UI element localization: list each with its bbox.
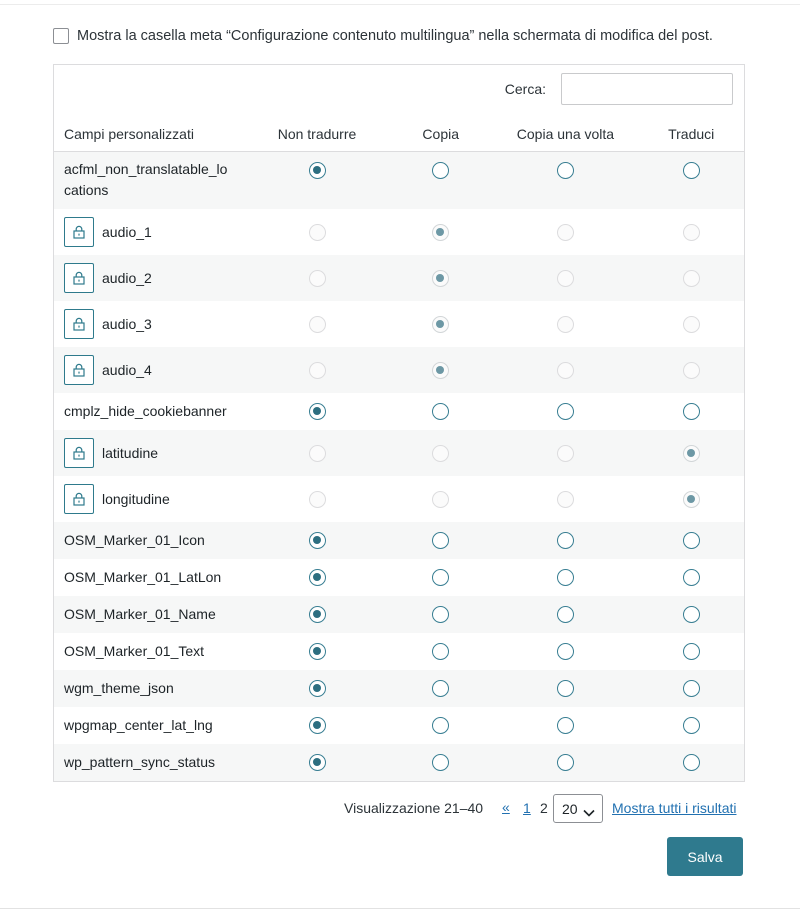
field-name: OSM_Marker_01_Icon xyxy=(64,532,205,548)
radio-dont-translate xyxy=(309,445,326,462)
option-cell-dont-translate xyxy=(245,522,389,559)
field-name-cell xyxy=(54,301,245,347)
radio-copy xyxy=(432,491,449,508)
option-cell-copy-once xyxy=(493,301,639,347)
field-name: wp_pattern_sync_status xyxy=(64,754,215,770)
option-cell-copy xyxy=(389,670,493,707)
save-button[interactable]: Salva xyxy=(667,837,743,876)
radio-translate[interactable] xyxy=(683,569,700,586)
radio-translate[interactable] xyxy=(683,403,700,420)
lock-icon[interactable] xyxy=(64,484,94,514)
field-name-wrap xyxy=(64,678,245,699)
radio-copy xyxy=(432,224,449,241)
option-cell-copy-once xyxy=(493,670,639,707)
option-cell-copy xyxy=(389,596,493,633)
option-cell-copy-once xyxy=(493,596,639,633)
radio-copy[interactable] xyxy=(432,717,449,734)
field-name-wrap xyxy=(64,567,245,588)
results-count: Visualizzazione 21–40 xyxy=(344,800,484,816)
option-cell-dont-translate xyxy=(245,476,389,522)
table-row xyxy=(54,476,744,522)
radio-copy[interactable] xyxy=(432,162,449,179)
option-cell-copy-once xyxy=(493,476,639,522)
option-cell-dont-translate xyxy=(245,301,389,347)
radio-translate[interactable] xyxy=(683,532,700,549)
table-row xyxy=(54,347,744,393)
option-cell-dont-translate xyxy=(245,559,389,596)
field-name-cell xyxy=(54,596,245,633)
current-page: 2 xyxy=(540,800,548,816)
radio-dont-translate[interactable] xyxy=(309,532,326,549)
option-cell-translate xyxy=(638,707,744,744)
radio-copy-once xyxy=(557,224,574,241)
option-cell-translate xyxy=(638,476,744,522)
radio-copy-once xyxy=(557,270,574,287)
radio-translate[interactable] xyxy=(683,606,700,623)
field-name-wrap xyxy=(64,752,245,773)
page-1-link[interactable]: 1 xyxy=(523,800,531,816)
radio-copy-once[interactable] xyxy=(557,680,574,697)
option-cell-translate xyxy=(638,559,744,596)
lock-icon[interactable] xyxy=(64,309,94,339)
field-name: audio_1 xyxy=(102,223,152,240)
radio-copy-once[interactable] xyxy=(557,569,574,586)
option-cell-translate xyxy=(638,347,744,393)
field-name-cell xyxy=(54,430,245,476)
field-name-cell xyxy=(54,209,245,255)
radio-dont-translate[interactable] xyxy=(309,403,326,420)
table-row xyxy=(54,430,744,476)
option-cell-copy xyxy=(389,633,493,670)
meta-box-checkbox[interactable] xyxy=(53,28,69,44)
option-cell-dont-translate xyxy=(245,596,389,633)
per-page-value: 20 xyxy=(562,800,578,817)
option-cell-copy-once xyxy=(493,255,639,301)
radio-copy xyxy=(432,270,449,287)
field-name-wrap xyxy=(64,484,245,514)
radio-copy xyxy=(432,362,449,379)
field-name-wrap xyxy=(64,715,245,736)
option-cell-copy xyxy=(389,301,493,347)
radio-translate xyxy=(683,316,700,333)
option-cell-translate xyxy=(638,255,744,301)
option-cell-translate xyxy=(638,430,744,476)
table-row xyxy=(54,744,744,781)
field-name: latitudine xyxy=(102,444,159,461)
field-name-cell xyxy=(54,347,245,393)
option-cell-dont-translate xyxy=(245,347,389,393)
radio-translate xyxy=(683,491,700,508)
table-header-row xyxy=(54,118,744,151)
option-cell-copy xyxy=(389,209,493,255)
option-cell-dont-translate xyxy=(245,633,389,670)
option-cell-copy xyxy=(389,393,493,430)
option-cell-translate xyxy=(638,670,744,707)
option-cell-copy-once xyxy=(493,559,639,596)
radio-copy-once xyxy=(557,445,574,462)
radio-dont-translate xyxy=(309,316,326,333)
radio-copy[interactable] xyxy=(432,403,449,420)
radio-dont-translate[interactable] xyxy=(309,680,326,697)
search-input[interactable] xyxy=(561,73,733,105)
radio-translate[interactable] xyxy=(683,717,700,734)
table-row xyxy=(54,522,744,559)
field-name: longitudine xyxy=(102,490,170,507)
field-name-cell xyxy=(54,393,245,430)
field-name: wgm_theme_json xyxy=(64,680,174,696)
radio-dont-translate[interactable] xyxy=(309,606,326,623)
radio-copy-once xyxy=(557,491,574,508)
radio-copy[interactable] xyxy=(432,680,449,697)
field-name: wpgmap_center_lat_lng xyxy=(64,717,213,733)
radio-copy[interactable] xyxy=(432,532,449,549)
radio-translate[interactable] xyxy=(683,680,700,697)
field-name: cmplz_hide_cookiebanner xyxy=(64,403,227,419)
column-header-translate: Traduci xyxy=(638,118,744,151)
field-name-cell xyxy=(54,707,245,744)
radio-copy xyxy=(432,316,449,333)
radio-dont-translate[interactable] xyxy=(309,754,326,771)
radio-dont-translate xyxy=(309,491,326,508)
option-cell-translate xyxy=(638,393,744,430)
option-cell-copy-once xyxy=(493,744,639,781)
table-row xyxy=(54,393,744,430)
option-cell-copy xyxy=(389,522,493,559)
table-row xyxy=(54,209,744,255)
field-name-wrap xyxy=(64,438,245,468)
lock-icon[interactable] xyxy=(64,438,94,468)
field-name: OSM_Marker_01_Text xyxy=(64,643,205,659)
option-cell-dont-translate xyxy=(245,430,389,476)
option-cell-dont-translate xyxy=(245,209,389,255)
field-name-wrap xyxy=(64,604,245,625)
table-row xyxy=(54,151,744,209)
radio-translate[interactable] xyxy=(683,754,700,771)
radio-translate xyxy=(683,270,700,287)
radio-copy[interactable] xyxy=(432,606,449,623)
lock-icon[interactable] xyxy=(64,217,94,247)
field-name: audio_4 xyxy=(102,361,152,378)
field-name-cell xyxy=(54,559,245,596)
pagination xyxy=(0,794,800,824)
option-cell-copy-once xyxy=(493,633,639,670)
option-cell-copy-once xyxy=(493,347,639,393)
field-name-wrap xyxy=(64,263,245,293)
column-header-copy-once: Copia una volta xyxy=(493,118,639,151)
radio-copy[interactable] xyxy=(432,643,449,660)
radio-dont-translate xyxy=(309,224,326,241)
radio-copy-once[interactable] xyxy=(557,754,574,771)
radio-copy-once[interactable] xyxy=(557,717,574,734)
show-all-results-link[interactable]: Mostra tutti i risultati xyxy=(612,800,737,816)
field-name: audio_3 xyxy=(102,315,152,332)
radio-copy-once[interactable] xyxy=(557,162,574,179)
radio-translate xyxy=(683,445,700,462)
radio-copy-once[interactable] xyxy=(557,606,574,623)
table-row xyxy=(54,633,744,670)
field-name-cell xyxy=(54,476,245,522)
option-cell-dont-translate xyxy=(245,393,389,430)
radio-dont-translate[interactable] xyxy=(309,643,326,660)
option-cell-copy-once xyxy=(493,151,639,209)
field-name-wrap xyxy=(64,641,245,662)
field-name: OSM_Marker_01_LatLon xyxy=(64,569,222,585)
radio-translate xyxy=(683,362,700,379)
radio-dont-translate[interactable] xyxy=(309,569,326,586)
table-row xyxy=(54,255,744,301)
column-header-dont-translate: Non tradurre xyxy=(245,118,389,151)
table-row xyxy=(54,707,744,744)
column-header-copy: Copia xyxy=(389,118,493,151)
radio-translate[interactable] xyxy=(683,643,700,660)
option-cell-dont-translate xyxy=(245,744,389,781)
radio-copy-once[interactable] xyxy=(557,403,574,420)
custom-fields-table xyxy=(54,118,744,781)
table-row xyxy=(54,301,744,347)
field-name: audio_2 xyxy=(102,269,152,286)
field-name-wrap xyxy=(64,309,245,339)
option-cell-copy-once xyxy=(493,707,639,744)
table-body xyxy=(54,151,744,781)
option-cell-translate xyxy=(638,209,744,255)
radio-dont-translate xyxy=(309,270,326,287)
field-name-wrap xyxy=(64,401,245,422)
field-name: OSM_Marker_01_Name xyxy=(64,606,216,622)
option-cell-copy xyxy=(389,347,493,393)
option-cell-copy xyxy=(389,476,493,522)
option-cell-copy xyxy=(389,744,493,781)
field-name-cell xyxy=(54,744,245,781)
meta-box-option xyxy=(53,28,713,44)
radio-copy[interactable] xyxy=(432,569,449,586)
radio-copy xyxy=(432,445,449,462)
per-page-select[interactable] xyxy=(553,794,603,823)
radio-copy-once xyxy=(557,362,574,379)
field-name-cell xyxy=(54,522,245,559)
option-cell-copy-once xyxy=(493,393,639,430)
option-cell-dont-translate xyxy=(245,151,389,209)
option-cell-translate xyxy=(638,151,744,209)
field-name-wrap xyxy=(64,530,245,551)
option-cell-copy xyxy=(389,559,493,596)
search-label: Cerca: xyxy=(504,81,546,97)
field-name-cell xyxy=(54,255,245,301)
field-name-wrap xyxy=(64,355,245,385)
option-cell-translate xyxy=(638,522,744,559)
column-header-field: Campi personalizzati xyxy=(54,118,245,151)
table-row xyxy=(54,559,744,596)
meta-box-label: Mostra la casella meta “Configurazione contenuto multilingua” nella schermata di modifica del post. xyxy=(77,28,713,44)
field-name-cell xyxy=(54,670,245,707)
option-cell-dont-translate xyxy=(245,670,389,707)
radio-dont-translate xyxy=(309,362,326,379)
radio-copy-once[interactable] xyxy=(557,532,574,549)
option-cell-translate xyxy=(638,744,744,781)
radio-copy-once[interactable] xyxy=(557,643,574,660)
previous-page-link[interactable]: « xyxy=(502,799,510,815)
option-cell-copy-once xyxy=(493,430,639,476)
radio-copy-once xyxy=(557,316,574,333)
radio-translate xyxy=(683,224,700,241)
option-cell-dont-translate xyxy=(245,255,389,301)
lock-icon[interactable] xyxy=(64,355,94,385)
field-name: acfml_non_translatable_lo cations xyxy=(64,161,228,199)
option-cell-dont-translate xyxy=(245,707,389,744)
field-name-cell xyxy=(54,633,245,670)
custom-fields-panel xyxy=(53,64,745,782)
chevron-down-icon xyxy=(583,804,595,820)
option-cell-copy xyxy=(389,255,493,301)
bottom-divider xyxy=(0,908,800,909)
field-name-cell xyxy=(54,151,245,209)
radio-dont-translate[interactable] xyxy=(309,162,326,179)
field-name-wrap xyxy=(64,159,245,201)
option-cell-translate xyxy=(638,596,744,633)
table-row xyxy=(54,596,744,633)
field-name-wrap xyxy=(64,217,245,247)
top-divider xyxy=(0,4,800,5)
search-row xyxy=(505,73,733,105)
lock-icon[interactable] xyxy=(64,263,94,293)
radio-translate[interactable] xyxy=(683,162,700,179)
table-row xyxy=(54,670,744,707)
option-cell-copy xyxy=(389,707,493,744)
option-cell-translate xyxy=(638,301,744,347)
radio-copy[interactable] xyxy=(432,754,449,771)
option-cell-copy-once xyxy=(493,209,639,255)
radio-dont-translate[interactable] xyxy=(309,717,326,734)
option-cell-copy xyxy=(389,430,493,476)
option-cell-translate xyxy=(638,633,744,670)
option-cell-copy xyxy=(389,151,493,209)
option-cell-copy-once xyxy=(493,522,639,559)
